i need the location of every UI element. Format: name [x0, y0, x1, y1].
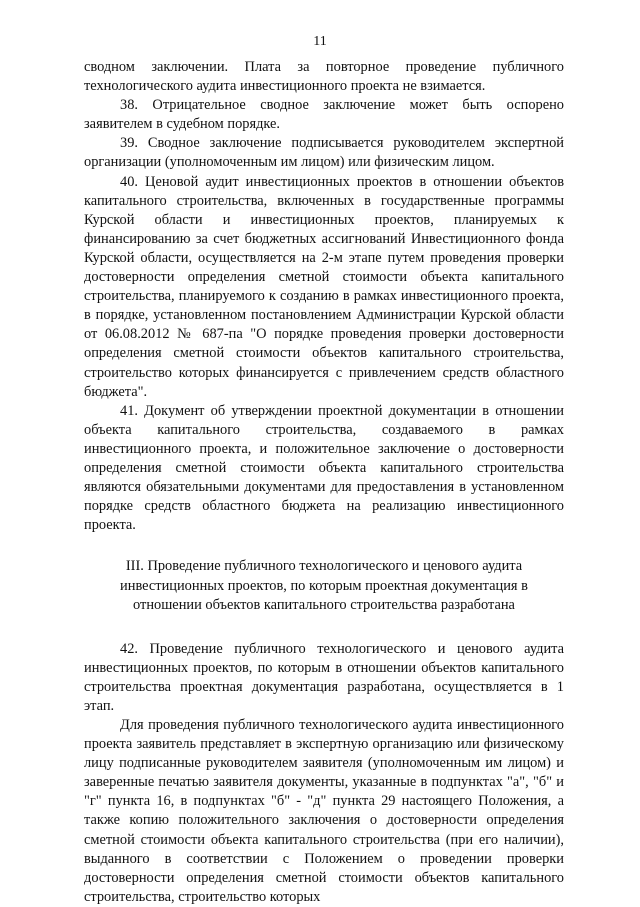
- paragraph-42: 42. Проведение публичного технологического и ценового аудита инвестиционных проектов, по которым в отношении объектов капитального строительства проектная документация разработана, осуществляется в 1 этап.: [84, 640, 564, 714]
- page-number: 11: [313, 34, 327, 49]
- paragraph-42-continuation: Для проведения публичного технологического аудита инвестиционного проекта заявитель представляет в экспертную организацию или физическому лицу подписанные руководителем заявителя (уполномоченным им лицом) и заверенные печатью заявителя документы, указанные в подпунктах "а", "б" и "г" пункта 16, в подпунктах "б" - "д" пункта 29 настоящего Положения, а также копию положительного заключения о достоверности определения сметной стоимости объекта капитального строительства (при его наличии), выданного в соответствии с Положением о проведении проверки достоверности определения сметной стоимости объектов капитального строительства, строительство которых: [84, 716, 564, 905]
- paragraph-38: 38. Отрицательное сводное заключение может быть оспорено заявителем в судебном порядке.: [84, 97, 564, 133]
- paragraph-continuation: сводном заключении. Плата за повторное проведение публичного технологического аудита инвестиционного проекта не взимается.: [84, 59, 564, 95]
- document-body: [84, 58, 564, 907]
- paragraph-41: 41. Документ об утверждении проектной документации в отношении объекта капитального строительства, создаваемого в рамках инвестиционного проекта, и положительное заключение о достоверности определения сметной стоимости объекта капитального строительства являются обязательными документами для предоставления в установленном порядке средств областного бюджета на реализацию инвестиционного проекта.: [84, 402, 564, 534]
- section-heading: III. Проведение публичного технологического и ценового аудита инвестиционных проектов, по которым проектная документация в отношении объектов капитального строительства разработана: [120, 558, 528, 614]
- paragraph-39: 39. Сводное заключение подписывается руководителем экспертной организации (уполномоченным им лицом) или физическим лицом.: [84, 135, 564, 171]
- paragraph-40: 40. Ценовой аудит инвестиционных проектов в отношении объектов капитального строительства, включенных в государственные программы Курской области и инвестиционных проектов, планируемых к финансированию за счет бюджетных ассигнований Инвестиционного фонда Курской области, осуществляется на 2-м этапе путем проведения проверки достоверности определения сметной стоимости объекта капитального строительства, планируемого к созданию в рамках инвестиционного проекта, в порядке, установленном постановлением Администрации Курской области от 06.08.2012 № 687-па "О порядке проведения проверки достоверности определения сметной стоимости объектов капитального строительства, строительство которых финансируется с привлечением средств областного бюджета".: [84, 173, 564, 400]
